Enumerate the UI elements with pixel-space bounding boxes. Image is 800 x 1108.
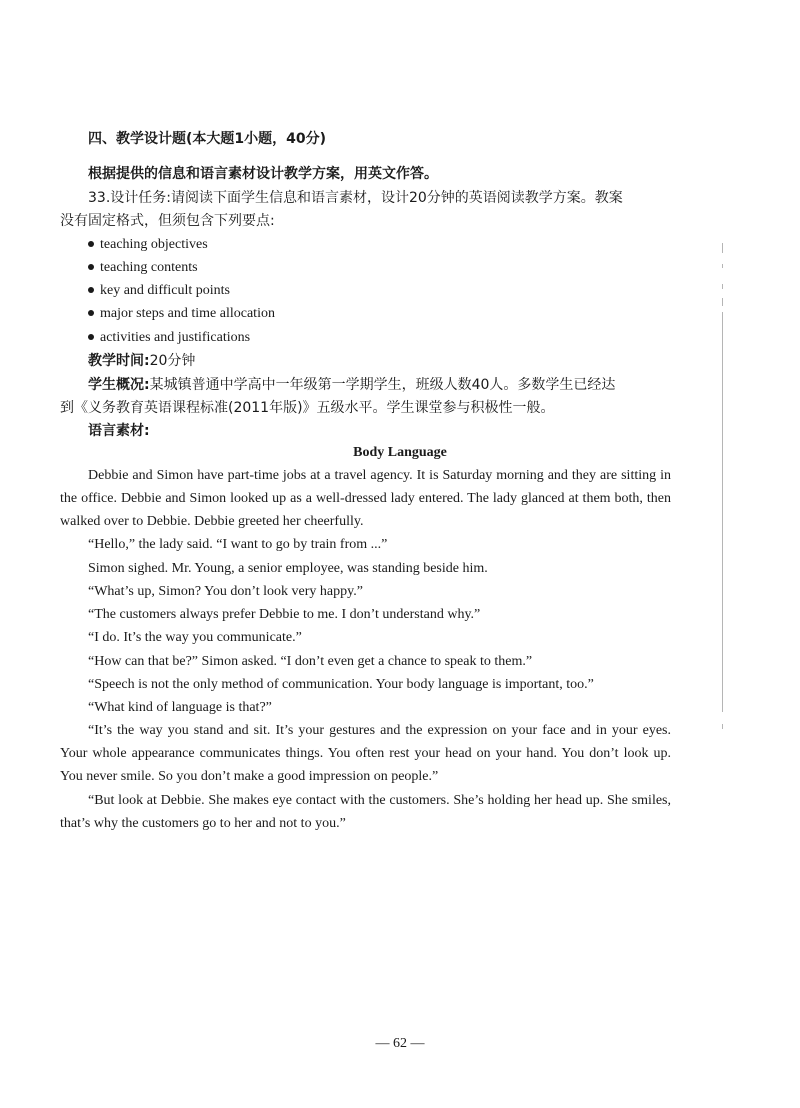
teaching-time-label: 教学时间:: [88, 353, 150, 369]
scan-margin-mark: [722, 264, 723, 268]
passage-paragraph: Debbie and Simon have part-time jobs at a travel agency. It is Saturday morning and they are sitting in the office. Debbie and Simon looked up as a well-dressed lady entered. The lady glanced at them both, then walked over to Debbie. Debbie greeted her cheerfully.: [60, 468, 671, 529]
students-label: 学生概况:: [88, 377, 150, 393]
passage-paragraph: “But look at Debbie. She makes eye contact with the customers. She’s holding her head up. She smiles, that’s why the customers go to her and not to you.”: [60, 793, 671, 831]
passage-paragraph: “How can that be?” Simon asked. “I don’t even get a chance to speak to them.”: [88, 654, 533, 669]
passage-paragraph: “The customers always prefer Debbie to me. I don’t understand why.”: [88, 607, 481, 622]
scan-margin-mark: [722, 243, 723, 253]
scan-margin-mark: [722, 284, 723, 289]
passage-paragraph: “It’s the way you stand and sit. It’s your gestures and the expression on your face and in your eyes. Your whole appearance communicates things. You often rest your head on your hand. You don’t look up. You never smile. So you don’t make a good impression on people.”: [60, 723, 671, 784]
bullet-icon: [88, 264, 94, 270]
bullet-item: activities and justifications: [88, 329, 250, 347]
bullet-item: key and difficult points: [88, 282, 230, 300]
bullet-item: teaching objectives: [88, 236, 208, 254]
task-line-1: 33.设计任务:请阅读下面学生信息和语言素材，设计20分钟的英语阅读教学方案。教案: [88, 190, 623, 206]
scan-margin-mark: [722, 312, 723, 712]
students-line-1: 学生概况:某城镇普通中学高中一年级第一学期学生，班级人数40人。多数学生已经达: [88, 377, 616, 393]
passage-paragraph: “Speech is not the only method of communication. Your body language is important, too.”: [88, 677, 594, 692]
teaching-time-value: 20分钟: [149, 353, 196, 369]
passage-title: Body Language: [353, 445, 447, 460]
passage-paragraph: Simon sighed. Mr. Young, a senior employee, was standing beside him.: [88, 561, 488, 576]
material-label: 语言素材:: [88, 423, 150, 439]
students-line-2: 到《义务教育英语课程标准(2011年版)》五级水平。学生课堂参与积极性一般。: [60, 400, 555, 416]
teaching-time: [88, 352, 195, 370]
scan-margin-mark: [722, 724, 723, 729]
instruction-text: 根据提供的信息和语言素材设计教学方案，用英文作答。: [88, 166, 438, 182]
bullet-icon: [88, 334, 94, 340]
passage-paragraph: “Hello,” the lady said. “I want to go by train from ...”: [88, 537, 388, 552]
bullet-item: major steps and time allocation: [88, 305, 275, 323]
passage-paragraph: “What kind of language is that?”: [88, 700, 272, 715]
bullet-item: teaching contents: [88, 259, 198, 277]
section-heading: 四、教学设计题(本大题1小题，40分): [88, 131, 327, 147]
bullet-icon: [88, 310, 94, 316]
bullet-icon: [88, 241, 94, 247]
passage-paragraph: “I do. It’s the way you communicate.”: [88, 630, 302, 645]
task-line-2: 没有固定格式，但须包含下列要点:: [60, 213, 275, 229]
passage-paragraph: “What’s up, Simon? You don’t look very happy.”: [88, 584, 363, 599]
bullet-icon: [88, 287, 94, 293]
scan-margin-mark: [722, 298, 723, 306]
page-number: — 62 —: [375, 1036, 425, 1051]
